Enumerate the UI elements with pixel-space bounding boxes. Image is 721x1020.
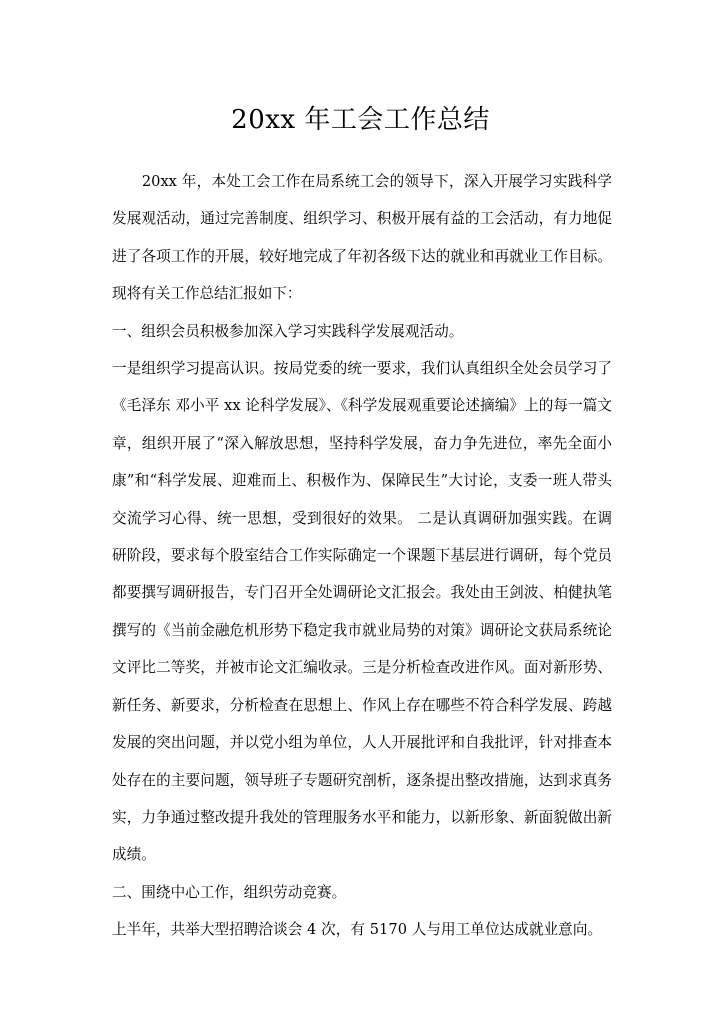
paragraph-section-two-body: 上半年，共举大型招聘洽谈会 4 次，有 5170 人与用工单位达成就业意向。	[112, 921, 603, 939]
paragraph-section-one-body: 一是组织学习提高认识。按局党委的统一要求，我们认真组织全处会员学习了《毛泽东 邓小平 xx 论科学发展》、《科学发展观重要论述摘编》上的每一篇文章，组织开展了“深入解放思想，坚持科学发展，奋力争先进位，率先全面小康”和“科学发展、迎难而上、积极作为、保障民生”大讨论，支委一班人带头交流学习心得、统一思想，受到很好的效果。 二是认真调研加强实践。在调研阶段，要求每个股室结合工作实际确定一个课题下基层进行调研，每个党员都要撰写调研报告，专门召开全处调研论文汇报会。我处由王剑波、柏健执笔撰写的《当前金融危机形势下稳定我市就业局势的对策》调研论文获局系统论文评比二等奖，并被市论文汇编收录。三是分析检查改进作风。面对新形势、新任务、新要求，分析检查在思想上、作风上存在哪些不符合科学发展、跨越发展的突出问题，并以党小组为单位，人人开展批评和自我批评，针对排查本处存在的主要问题，领导班子专题研究剖析，逐条提出整改措施，达到求真务实，力争通过整改提升我处的管理服务水平和能力，以新形象、新面貌做出新成绩。	[112, 360, 612, 864]
section-heading-two: 二、围绕中心工作，组织劳动竞赛。	[112, 883, 347, 901]
page-title: 20xx 年工会工作总结	[231, 105, 490, 136]
document-body	[112, 163, 612, 949]
section-heading-one: 一、组织会员积极参加深入学习实践科学发展观活动。	[112, 322, 464, 340]
paragraph-intro: 20xx 年，本处工会工作在局系统工会的领导下，深入开展学习实践科学发展观活动，通过完善制度、组织学习、积极开展有益的工会活动，有力地促进了各项工作的开展，较好地完成了年初各级下达的就业和再就业工作目标。现将有关工作总结汇报如下：	[112, 173, 612, 303]
